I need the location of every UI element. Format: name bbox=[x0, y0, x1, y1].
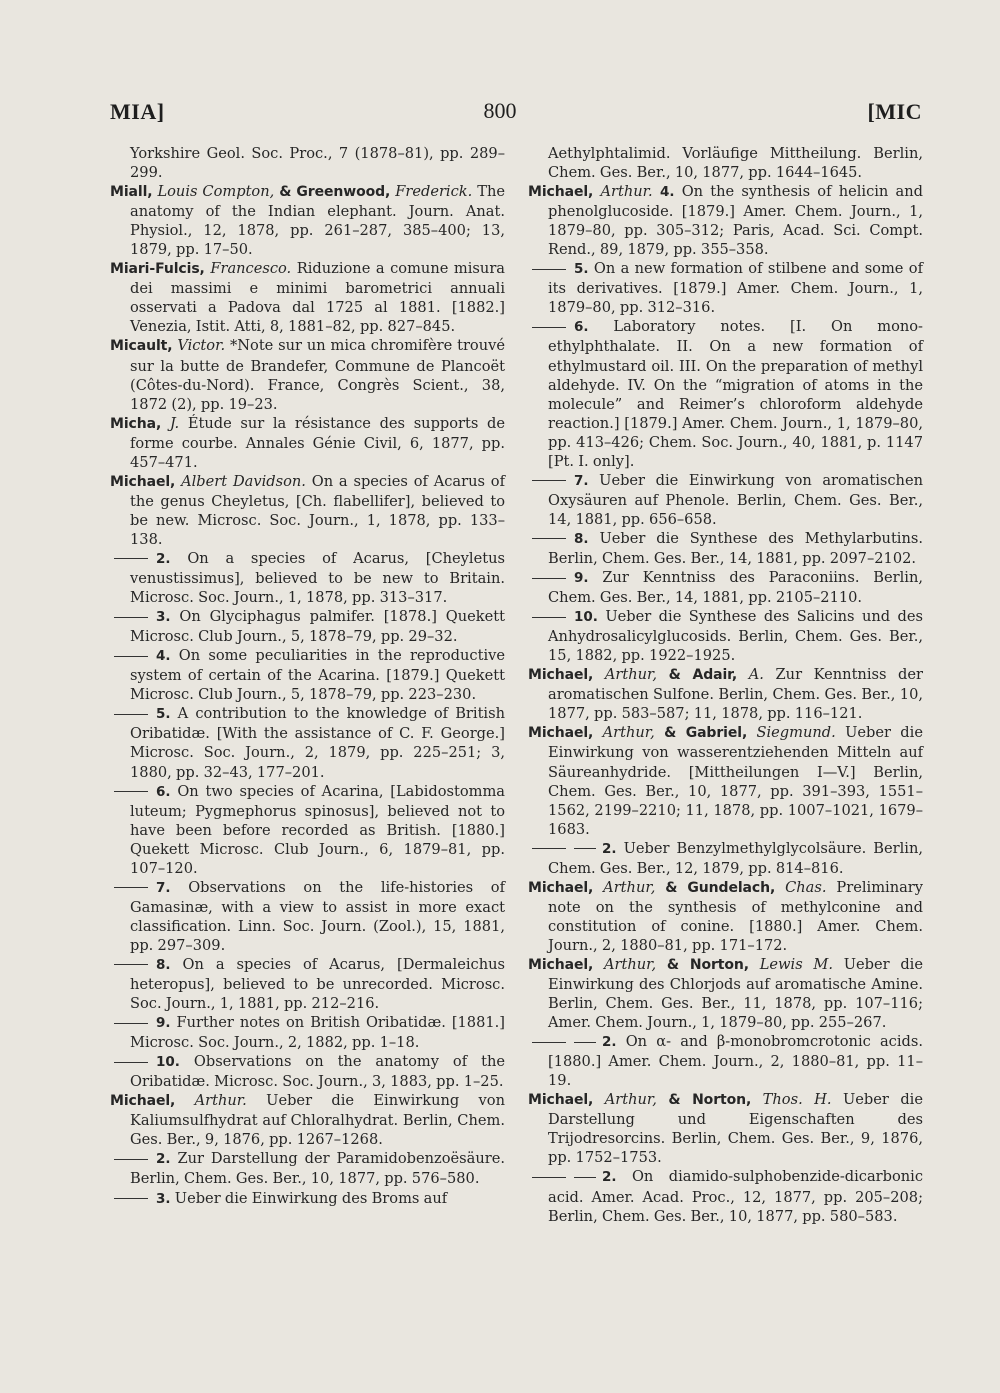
author-given-name: Arthur, bbox=[604, 666, 658, 684]
catalogue-entry bbox=[528, 1090, 923, 1167]
entry-number: 2. bbox=[602, 840, 617, 857]
coauthor-given-name: Chas. bbox=[785, 878, 827, 896]
entry-text: Zur Kenntniss des Paraconiins. Berlin, Chem. Ges. Ber., 14, 1881, pp. 2105–2110. bbox=[548, 569, 924, 607]
right-column bbox=[528, 144, 923, 1226]
coauthor-given-name: Lewis M. bbox=[759, 955, 833, 973]
entry-text: Observations on the anatomy of the Oribatidæ. Microsc. Soc. Journ., 3, 1883, pp. 1–25. bbox=[130, 1053, 505, 1091]
ditto-rule bbox=[114, 617, 148, 618]
sub-entry bbox=[110, 1189, 505, 1209]
entry-number: 3. bbox=[156, 1190, 171, 1207]
coauthor-given-name: Siegmund. bbox=[756, 724, 836, 742]
page-number: 800 bbox=[483, 98, 517, 123]
header-right-range: [MIC bbox=[867, 99, 922, 124]
ditto-rule bbox=[532, 327, 566, 328]
entry-number: 4. bbox=[156, 648, 171, 665]
entry-text: Ueber die Darstellung und Eigenschaften des Trijodresorcins. Berlin, Chem. Ges. Ber., 9, 1876, pp. 1752–1753. bbox=[548, 1091, 923, 1167]
sub-entry bbox=[528, 1167, 923, 1225]
sub-entry bbox=[110, 1052, 505, 1091]
entry-text: On some peculiarities in the reproductive system of certain of the Acarina. [1879.] Quekett Microsc. Club Journ., 5, 1878–79, pp. 223–230. bbox=[130, 647, 505, 704]
author-surname: Michael, bbox=[110, 1093, 176, 1110]
ditto-rule-second bbox=[574, 848, 596, 849]
author-given-name: Arthur. bbox=[600, 183, 653, 201]
coauthor-given-name: A. bbox=[748, 666, 764, 684]
entry-text: Ueber die Einwirkung von aromatischen Oxysäuren auf Phenole. Berlin, Chem. Ges. Ber., 14, 1881, pp. 656–658. bbox=[548, 471, 923, 528]
author-surname: Michael, bbox=[528, 184, 594, 201]
entry-text: A contribution to the knowledge of British Oribatidæ. [With the assistance of C. F. George.] Microsc. Soc. Journ., 2, 1879, pp. 225–251; 3, 1880, pp. 32–43, 177–201. bbox=[130, 705, 505, 781]
entry-number: 10. bbox=[574, 609, 598, 626]
sub-entry bbox=[528, 839, 923, 878]
entry-text: Ueber die Einwirkung von Kaliumsulfhydrat auf Chloralhydrat. Berlin, Chem. Ges. Ber., 9, 1876, pp. 1267–1268. bbox=[130, 1092, 505, 1149]
ditto-rule bbox=[114, 1159, 148, 1160]
catalogue-entry bbox=[110, 336, 505, 413]
ditto-rule bbox=[532, 848, 566, 849]
entry-number: 2. bbox=[156, 1151, 171, 1168]
sub-entry bbox=[528, 317, 923, 470]
author-surname: Miall, bbox=[110, 184, 153, 201]
author-surname: Michael, bbox=[528, 956, 594, 973]
catalogue-entry bbox=[110, 1091, 505, 1149]
sub-entry bbox=[110, 878, 505, 955]
sub-entry bbox=[110, 955, 505, 1013]
sub-entry bbox=[528, 568, 923, 607]
entry-number: 8. bbox=[156, 956, 171, 973]
entry-text: Ueber die Einwirkung von wasserentziehenden Mitteln auf Säureanhydride. [Mittheilungen I—V.] Berlin, Chem. Ges. Ber., 10, 1877, pp. 391–393, 1551–1562, 2199–2210; 11, 1878, pp. 1007–1021, 1679–1683. bbox=[548, 724, 923, 838]
sub-entry bbox=[528, 607, 923, 665]
entry-number: 7. bbox=[574, 472, 589, 489]
entry-text: On the synthesis of helicin and phenolglucoside. [1879.] Amer. Chem. Journ., 1, 1879–80, pp. 305–312; Paris, Acad. Sci. Compt. Rend., 89, 1879, pp. 355–358. bbox=[548, 183, 923, 259]
catalogue-entry bbox=[528, 723, 923, 838]
entry-text: On a new formation of stilbene and some of its derivatives. [1879.] Amer. Chem. Journ., 1, 1879–80, pp. 312–316. bbox=[548, 260, 923, 317]
entry-text: Laboratory notes. [I. On mono-ethylphthalate. II. On a new formation of ethylmustard oil. III. On the preparation of methyl aldehyde. IV. On the “migration of atoms in the molecule” and Reimer’s chloroform aldehyde reaction.] [1879.] Amer. Chem. Journ., 1, 1879–80, pp. 413–426; Chem. Soc. Journ., 40, 1881, p. 1147 [Pt. I. only]. bbox=[548, 318, 923, 470]
ditto-rule bbox=[532, 1177, 566, 1178]
entry-number: 2. bbox=[602, 1034, 617, 1051]
author-surname: Michael, bbox=[528, 725, 594, 742]
sub-entry bbox=[528, 471, 923, 529]
sub-entry bbox=[110, 704, 505, 781]
entry-number: 9. bbox=[156, 1015, 171, 1032]
entry-text: On a species of Acarus, [Cheyletus venustissimus], believed to be new to Britain. Microsc. Soc. Journ., 1, 1878, pp. 313–317. bbox=[130, 549, 505, 607]
entry-number: 4. bbox=[659, 184, 675, 201]
author-given-name: J. bbox=[169, 414, 180, 432]
entry-text: Riduzione a comune misura dei massimi e minimi barometrici annuali osservati a Padova dal 1725 al 1881. [1882.] Venezia, Istit. Atti, 8, 1881–82, pp. 827–845. bbox=[130, 260, 505, 336]
catalogue-entry bbox=[528, 955, 923, 1032]
entry-text: Observations on the life-histories of Gamasinæ, with a view to assist in more exact classification. Linn. Soc. Journ. (Zool.), 15, 1881, pp. 297–309. bbox=[130, 878, 505, 954]
catalogue-entry bbox=[110, 414, 505, 472]
ditto-rule bbox=[114, 791, 148, 792]
coauthor-surname: & Adair, bbox=[668, 667, 738, 684]
author-given-name: Victor. bbox=[177, 337, 226, 355]
catalogue-entry bbox=[110, 472, 505, 549]
author-surname: Micha, bbox=[110, 415, 162, 432]
entry-number: 6. bbox=[574, 319, 589, 336]
entry-text: On a species of Acarus, [Dermaleichus heteropus], believed to be unrecorded. Microsc. Soc. Journ., 1, 1881, pp. 212–216. bbox=[130, 955, 505, 1013]
author-surname: Miari-Fulcis, bbox=[110, 261, 205, 278]
ditto-rule bbox=[114, 656, 148, 657]
ditto-rule bbox=[532, 480, 566, 481]
sub-entry bbox=[110, 646, 505, 704]
entry-text: Further notes on British Oribatidæ. [1881.] Microsc. Soc. Journ., 2, 1882, pp. 1–18. bbox=[130, 1014, 505, 1052]
entry-continuation bbox=[110, 144, 505, 182]
ditto-rule bbox=[114, 1023, 148, 1024]
ditto-rule bbox=[114, 887, 148, 888]
entry-text: Zur Kenntniss der aromatischen Sulfone. Berlin, Chem. Ges. Ber., 10, 1877, pp. 583–587; 11, 1878, pp. 116–121. bbox=[548, 666, 924, 723]
ditto-rule bbox=[114, 714, 148, 715]
ditto-rule bbox=[114, 558, 148, 559]
ditto-rule bbox=[532, 617, 566, 618]
author-given-name: Arthur, bbox=[603, 878, 656, 896]
ditto-rule bbox=[532, 538, 566, 539]
author-given-name: Arthur. bbox=[194, 1092, 247, 1110]
coauthor-surname: & Gabriel, bbox=[664, 725, 748, 742]
author-surname: Michael, bbox=[528, 879, 594, 896]
sub-entry bbox=[528, 1032, 923, 1090]
coauthor-given-name: Thos. H. bbox=[762, 1091, 832, 1109]
sub-entry bbox=[110, 1013, 505, 1052]
entry-text: *Note sur un mica chromifère trouvé sur la butte de Brandefer, Commune de Plancoët (Côtes-du-Nord). France, Congrès Scient., 38, 1872 (2), pp. 19–23. bbox=[130, 337, 505, 413]
entry-text: The anatomy of the Indian elephant. Journ. Anat. Physiol., 12, 1878, pp. 261–287, 385–400; 13, 1879, pp. 17–50. bbox=[130, 183, 505, 259]
author-given-name: Albert Davidson. bbox=[181, 472, 306, 490]
entry-number: 2. bbox=[602, 1169, 617, 1186]
entry-text: On Glyciphagus palmifer. [1878.] Quekett Microsc. Club Journ., 5, 1878–79, pp. 29–32. bbox=[130, 608, 505, 646]
sub-entry bbox=[528, 259, 923, 317]
author-surname: Michael, bbox=[110, 473, 176, 490]
coauthor-surname: & Gundelach, bbox=[665, 879, 776, 896]
entry-text: Aethylphtalimid. Vorläufige Mittheilung. Berlin, Chem. Ges. Ber., 10, 1877, pp. 1644–1645. bbox=[548, 145, 923, 182]
author-surname: Michael, bbox=[528, 1092, 594, 1109]
catalogue-entry bbox=[528, 665, 923, 723]
ditto-rule bbox=[114, 1198, 148, 1199]
catalogue-entry bbox=[110, 182, 505, 259]
entry-number: 10. bbox=[156, 1054, 180, 1071]
author-surname: Michael, bbox=[528, 667, 594, 684]
entry-text: Ueber die Synthese des Methylarbutins. Berlin, Chem. Ges. Ber., 14, 1881, pp. 2097–2102. bbox=[548, 529, 923, 567]
ditto-rule bbox=[532, 269, 566, 270]
entry-text: Preliminary note on the synthesis of methylconine and constitution of conine. [1880.] Amer. Chem. Journ., 2, 1880–81, pp. 171–172. bbox=[548, 878, 924, 954]
coauthor-surname: & Norton, bbox=[668, 1092, 752, 1109]
entry-number: 2. bbox=[156, 550, 171, 567]
entry-number: 6. bbox=[156, 783, 171, 800]
entry-number: 7. bbox=[156, 879, 171, 896]
sub-entry bbox=[110, 607, 505, 646]
entry-number: 8. bbox=[574, 530, 589, 547]
entry-text: Ueber die Synthese des Salicins und des Anhydrosalicylglucosids. Berlin, Chem. Ges. Ber., 15, 1882, pp. 1922–1925. bbox=[548, 608, 923, 665]
catalogue-entry bbox=[110, 259, 505, 336]
sub-entry bbox=[528, 529, 923, 568]
coauthor-given-name: Frederick. bbox=[395, 183, 473, 201]
coauthor-surname: & Norton, bbox=[666, 956, 749, 973]
author-given-name: Arthur, bbox=[604, 1091, 657, 1109]
sub-entry bbox=[110, 549, 505, 607]
entry-text: Yorkshire Geol. Soc. Proc., 7 (1878–81), pp. 289–299. bbox=[130, 145, 505, 182]
entry-text: Étude sur la résistance des supports de forme courbe. Annales Génie Civil, 6, 1877, pp. 457–471. bbox=[130, 414, 505, 471]
author-given-name: Louis Compton, bbox=[157, 183, 275, 201]
entry-text: On α- and β-monobromcrotonic acids. [1880.] Amer. Chem. Journ., 2, 1880–81, pp. 11–19. bbox=[548, 1033, 923, 1090]
entry-text: Ueber Benzylmethylglycolsäure. Berlin, Chem. Ges. Ber., 12, 1879, pp. 814–816. bbox=[548, 839, 923, 877]
ditto-rule bbox=[114, 1062, 148, 1063]
entry-text: Ueber die Einwirkung des Broms auf bbox=[174, 1189, 448, 1207]
author-surname: Micault, bbox=[110, 338, 173, 355]
entry-text: On two species of Acarina, [Labidostomma luteum; Pygmephorus spinosus], believed not to have been before recorded as British. [1880.] Quekett Microsc. Club Journ., 6, 1879–81, pp. 107–120. bbox=[130, 782, 506, 877]
entry-number: 5. bbox=[156, 706, 171, 723]
catalogue-entry bbox=[528, 182, 923, 259]
sub-entry bbox=[110, 782, 505, 878]
ditto-rule-second bbox=[574, 1042, 596, 1043]
coauthor-surname: & Greenwood, bbox=[279, 184, 391, 201]
entry-number: 5. bbox=[574, 261, 589, 278]
entry-number: 3. bbox=[156, 609, 171, 626]
sub-entry bbox=[110, 1149, 505, 1188]
author-given-name: Francesco. bbox=[210, 260, 292, 278]
catalogue-entry bbox=[528, 878, 923, 955]
ditto-rule bbox=[532, 1042, 566, 1043]
ditto-rule bbox=[114, 964, 148, 965]
entry-continuation bbox=[528, 144, 923, 182]
header-left-range: MIA] bbox=[110, 99, 165, 124]
ditto-rule-second bbox=[574, 1177, 596, 1178]
entry-text: On diamido-sulphobenzide-dicarbonic acid. Amer. Acad. Proc., 12, 1877, pp. 205–208; Berlin, Chem. Ges. Ber., 10, 1877, pp. 580–583. bbox=[548, 1168, 923, 1225]
author-given-name: Arthur, bbox=[603, 955, 657, 973]
entry-text: Zur Darstellung der Paramidobenzoësäure. Berlin, Chem. Ges. Ber., 10, 1877, pp. 576–580. bbox=[130, 1150, 505, 1188]
entry-text: On a species of Acarus of the genus Cheyletus, [Ch. flabellifer], believed to be new. Microsc. Soc. Journ., 1, 1878, pp. 133–138. bbox=[130, 472, 505, 548]
author-given-name: Arthur, bbox=[602, 724, 655, 742]
entry-text: Ueber die Einwirkung des Chlorjods auf aromatische Amine. Berlin, Chem. Ges. Ber., 11, 1878, pp. 107–116; Amer. Chem. Journ., 1, 1879–80, pp. 255–267. bbox=[548, 955, 923, 1032]
ditto-rule bbox=[532, 578, 566, 579]
left-column bbox=[110, 144, 505, 1209]
entry-number: 9. bbox=[574, 570, 589, 587]
